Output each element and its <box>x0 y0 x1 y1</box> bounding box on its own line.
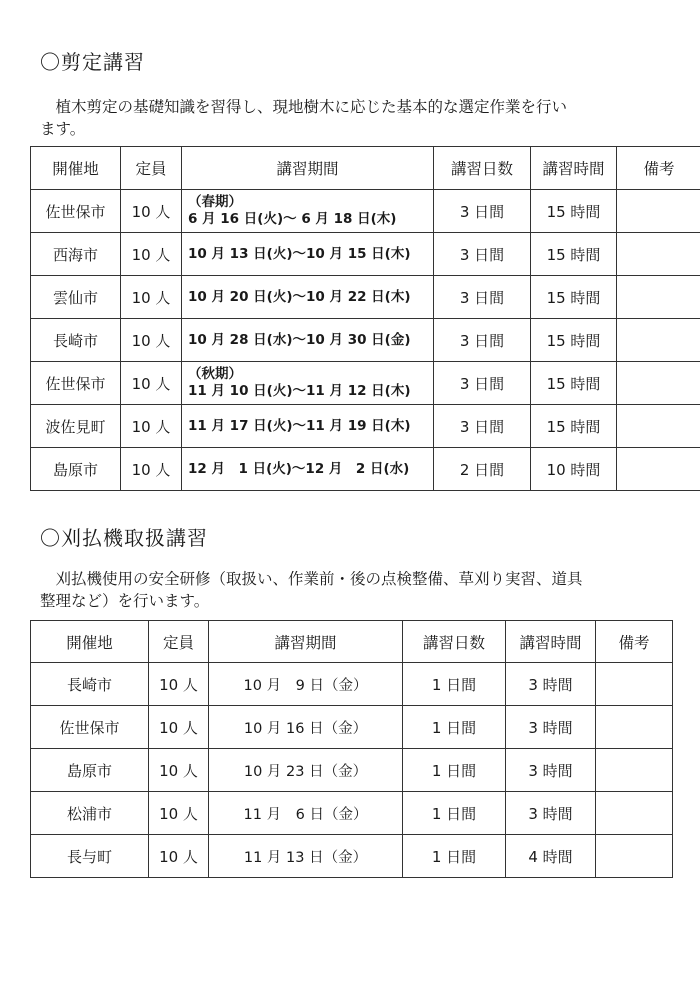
cell-place: 雲仙市 <box>31 276 121 319</box>
cell-days: 1 日間 <box>403 749 506 792</box>
cell-period: 10 月 23 日（金） <box>209 749 403 792</box>
cell-hours: 3 時間 <box>506 792 596 835</box>
cell-hours: 3 時間 <box>506 663 596 706</box>
cell-days: 1 日間 <box>403 706 506 749</box>
brushcutter-schedule-table <box>30 620 673 878</box>
cell-capacity: 10 人 <box>121 362 182 405</box>
header-days: 講習日数 <box>434 147 531 190</box>
cell-hours: 15 時間 <box>531 362 617 405</box>
header-period: 講習期間 <box>182 147 434 190</box>
description-line: 植木剪定の基礎知識を習得し、現地樹木に応じた基本的な選定作業を行い <box>40 98 568 116</box>
cell-capacity: 10 人 <box>149 706 209 749</box>
section-description-brushcutter <box>40 568 670 612</box>
table-row <box>31 792 673 835</box>
cell-days: 1 日間 <box>403 835 506 878</box>
table-row <box>31 448 700 491</box>
table-row <box>31 663 673 706</box>
table-row <box>31 190 700 233</box>
cell-period <box>182 362 434 405</box>
table-row <box>31 362 700 405</box>
section-title-brushcutter: 〇刈払機取扱講習 <box>40 526 208 550</box>
cell-capacity: 10 人 <box>121 448 182 491</box>
pruning-schedule-table <box>30 146 700 491</box>
cell-days: 1 日間 <box>403 663 506 706</box>
cell-hours: 15 時間 <box>531 233 617 276</box>
cell-note <box>617 190 700 233</box>
cell-days: 3 日間 <box>434 405 531 448</box>
cell-place: 西海市 <box>31 233 121 276</box>
cell-capacity: 10 人 <box>121 233 182 276</box>
cell-hours: 15 時間 <box>531 319 617 362</box>
season-label: （秋期） <box>188 366 242 382</box>
cell-hours: 3 時間 <box>506 706 596 749</box>
cell-place: 島原市 <box>31 749 149 792</box>
cell-hours: 15 時間 <box>531 276 617 319</box>
table-header-row <box>31 621 673 663</box>
cell-place: 長崎市 <box>31 319 121 362</box>
cell-period: 11 月 13 日（金） <box>209 835 403 878</box>
cell-hours: 4 時間 <box>506 835 596 878</box>
cell-note <box>596 792 673 835</box>
table-row <box>31 706 673 749</box>
header-capacity: 定員 <box>121 147 182 190</box>
season-label: （春期） <box>188 194 242 210</box>
header-hours: 講習時間 <box>531 147 617 190</box>
cell-days: 2 日間 <box>434 448 531 491</box>
cell-note <box>617 405 700 448</box>
cell-note <box>596 835 673 878</box>
cell-period: 10 月 13 日(火)～10 月 15 日(木) <box>182 233 434 276</box>
cell-place: 松浦市 <box>31 792 149 835</box>
cell-note <box>617 276 700 319</box>
cell-period: 10 月 20 日(火)～10 月 22 日(木) <box>182 276 434 319</box>
cell-days: 3 日間 <box>434 276 531 319</box>
header-notes: 備考 <box>596 621 673 663</box>
header-place: 開催地 <box>31 621 149 663</box>
table-row <box>31 276 700 319</box>
cell-period: 11 月 6 日（金） <box>209 792 403 835</box>
cell-note <box>617 319 700 362</box>
table-row <box>31 319 700 362</box>
description-line: 整理など）を行います。 <box>40 592 210 610</box>
section-title-pruning: 〇剪定講習 <box>40 50 145 74</box>
description-line: ます。 <box>40 120 86 138</box>
cell-hours: 15 時間 <box>531 190 617 233</box>
cell-note <box>617 362 700 405</box>
cell-place: 波佐見町 <box>31 405 121 448</box>
cell-period: 10 月 16 日（金） <box>209 706 403 749</box>
cell-days: 3 日間 <box>434 233 531 276</box>
table-row <box>31 749 673 792</box>
cell-note <box>596 706 673 749</box>
cell-days: 3 日間 <box>434 319 531 362</box>
cell-period: 11 月 17 日(火)～11 月 19 日(木) <box>182 405 434 448</box>
cell-period: 12 月 1 日(火)～12 月 2 日(水) <box>182 448 434 491</box>
cell-capacity: 10 人 <box>121 276 182 319</box>
cell-place: 佐世保市 <box>31 190 121 233</box>
header-place: 開催地 <box>31 147 121 190</box>
cell-capacity: 10 人 <box>149 835 209 878</box>
cell-capacity: 10 人 <box>121 190 182 233</box>
header-capacity: 定員 <box>149 621 209 663</box>
cell-days: 3 日間 <box>434 190 531 233</box>
cell-place: 長崎市 <box>31 663 149 706</box>
cell-hours: 3 時間 <box>506 749 596 792</box>
cell-days: 3 日間 <box>434 362 531 405</box>
period-text: 6 月 16 日(火)～ 6 月 18 日(木) <box>188 211 397 227</box>
cell-capacity: 10 人 <box>121 319 182 362</box>
cell-note <box>596 663 673 706</box>
table-row <box>31 835 673 878</box>
cell-period: 10 月 28 日(水)～10 月 30 日(金) <box>182 319 434 362</box>
header-period: 講習期間 <box>209 621 403 663</box>
cell-place: 島原市 <box>31 448 121 491</box>
cell-note <box>617 233 700 276</box>
header-days: 講習日数 <box>403 621 506 663</box>
cell-capacity: 10 人 <box>149 663 209 706</box>
cell-hours: 10 時間 <box>531 448 617 491</box>
table-header-row <box>31 147 700 190</box>
cell-period <box>182 190 434 233</box>
cell-capacity: 10 人 <box>149 792 209 835</box>
table-row <box>31 233 700 276</box>
header-hours: 講習時間 <box>506 621 596 663</box>
cell-note <box>617 448 700 491</box>
cell-place: 佐世保市 <box>31 362 121 405</box>
section-description-pruning <box>40 96 670 140</box>
cell-note <box>596 749 673 792</box>
table-row <box>31 405 700 448</box>
cell-period: 10 月 9 日（金） <box>209 663 403 706</box>
cell-capacity: 10 人 <box>121 405 182 448</box>
header-notes: 備考 <box>617 147 700 190</box>
cell-place: 佐世保市 <box>31 706 149 749</box>
cell-place: 長与町 <box>31 835 149 878</box>
cell-hours: 15 時間 <box>531 405 617 448</box>
cell-days: 1 日間 <box>403 792 506 835</box>
description-line: 刈払機使用の安全研修（取扱い、作業前・後の点検整備、草刈り実習、道具 <box>40 570 583 588</box>
period-text: 11 月 10 日(火)～11 月 12 日(木) <box>188 383 411 399</box>
cell-capacity: 10 人 <box>149 749 209 792</box>
